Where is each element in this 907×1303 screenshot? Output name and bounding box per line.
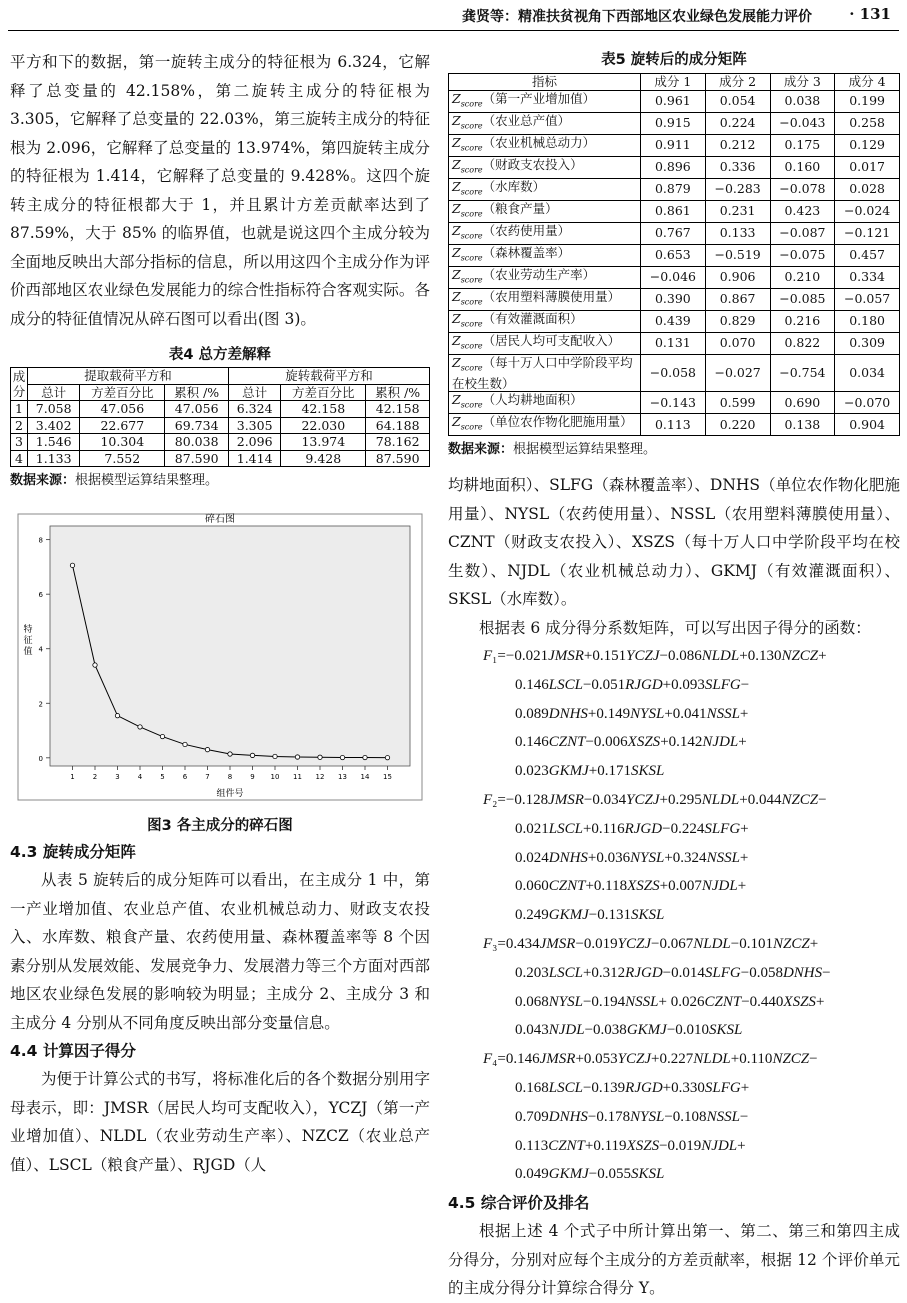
formula-continuation-line: 0.068NYSL−0.194NSSL+ 0.026CZNT−0.440XSZS+ <box>515 993 825 1010</box>
table5-value-cell: 0.390 <box>641 288 706 310</box>
table5-row <box>449 266 900 288</box>
table5-value-cell: 0.224 <box>705 112 770 134</box>
scree-point <box>115 713 119 717</box>
x-tick-label: 13 <box>338 773 347 781</box>
table4-component-cell: 1 <box>11 401 28 418</box>
table4-component-cell: 3 <box>11 434 28 451</box>
scree-point <box>250 753 254 757</box>
formula-head-line: F₄=0.146JMSR+0.053YCZJ+0.227NLDL+0.110NZCZ− <box>483 1051 818 1068</box>
table5-indicator-cell: $Z_{score}$（粮食产量） <box>449 200 641 222</box>
scree-point <box>205 747 209 751</box>
table4 <box>10 367 430 467</box>
table4-cell: 87.590 <box>165 450 229 467</box>
x-tick-label: 15 <box>383 773 392 781</box>
zscore-symbol: $Z_{score}$ <box>452 222 483 240</box>
formula-continuation-line: 0.023GKMJ+0.171SKSL <box>515 763 665 780</box>
table5-value-cell: 0.180 <box>835 310 900 332</box>
table5-value-cell: 0.175 <box>770 134 835 156</box>
x-tick-label: 9 <box>250 773 255 781</box>
table4-head-component: 成分 <box>11 368 28 401</box>
y-tick-label: 8 <box>38 536 43 545</box>
table5-value-cell: 0.070 <box>705 332 770 354</box>
table5-value-cell: 0.133 <box>705 222 770 244</box>
table5-note-text: 根据模型运算结果整理。 <box>513 442 657 457</box>
formula-continuation-line: 0.146CZNT−0.006XSZS+0.142NJDL+ <box>515 734 747 751</box>
formula-continuation-line: 0.168LSCL−0.139RJGD+0.330SLFG+ <box>515 1079 750 1096</box>
table4-component-cell: 2 <box>11 417 28 434</box>
x-tick-label: 6 <box>182 773 188 781</box>
table4-cell: 42.158 <box>281 401 366 418</box>
table5-value-cell: 0.336 <box>705 156 770 178</box>
table5-value-cell: −0.043 <box>770 112 835 134</box>
table5-value-cell: 0.423 <box>770 200 835 222</box>
table5-row <box>449 90 900 112</box>
table4-cell: 47.056 <box>165 401 229 418</box>
table5-indicator-cell: $Z_{score}$（农用塑料薄膜使用量） <box>449 288 641 310</box>
table5-value-cell: 0.199 <box>835 90 900 112</box>
table4-note <box>10 469 430 488</box>
formula-continuation-line: 0.060CZNT+0.118XSZS+0.007NJDL+ <box>515 878 747 895</box>
scree-point <box>385 755 389 759</box>
table5-value-cell: −0.121 <box>835 222 900 244</box>
section-4-4-heading: 4.4 计算因子得分 <box>10 1042 136 1060</box>
zscore-symbol: $Z_{score}$ <box>452 288 483 306</box>
table4-cell: 13.974 <box>281 434 366 451</box>
y-tick-label: 4 <box>38 645 43 654</box>
chart-title: 碎石图 <box>205 514 235 525</box>
table4-note-text: 根据模型运算结果整理。 <box>75 473 219 488</box>
table5-header-cell: 成分 3 <box>770 74 835 91</box>
zscore-symbol: $Z_{score}$ <box>452 354 483 372</box>
table5-value-cell: 0.220 <box>705 414 770 436</box>
table4-cell: 64.188 <box>366 417 430 434</box>
table4-row <box>11 401 430 418</box>
table5-value-cell: 0.439 <box>641 310 706 332</box>
table5-header-cell: 成分 4 <box>835 74 900 91</box>
table5-row <box>449 200 900 222</box>
x-tick-label: 1 <box>70 773 75 781</box>
scree-point <box>183 742 187 746</box>
zscore-symbol: $Z_{score}$ <box>452 332 483 350</box>
zscore-symbol: $Z_{score}$ <box>452 244 483 262</box>
zscore-symbol: $Z_{score}$ <box>452 90 483 108</box>
table5-row <box>449 222 900 244</box>
formula-continuation-line: 0.249GKMJ−0.131SKSL <box>515 907 665 924</box>
table5-value-cell: 0.034 <box>835 354 900 392</box>
table4-cell: 22.030 <box>281 417 366 434</box>
zscore-symbol: $Z_{score}$ <box>452 200 483 218</box>
table5-row <box>449 354 900 392</box>
zscore-symbol: $Z_{score}$ <box>452 310 483 328</box>
table5-value-cell: 0.212 <box>705 134 770 156</box>
x-tick-label: 4 <box>137 773 143 781</box>
right-column <box>448 48 900 1303</box>
table4-subheader: 方差百分比 <box>281 384 366 401</box>
zscore-symbol: $Z_{score}$ <box>452 178 483 196</box>
table4-cell: 78.162 <box>366 434 430 451</box>
table5-indicator-cell: $Z_{score}$（每十万人口中学阶段平均在校生数） <box>449 354 641 392</box>
scree-point <box>228 752 232 756</box>
table5-value-cell: 0.915 <box>641 112 706 134</box>
y-tick-label: 0 <box>38 754 43 763</box>
x-tick-label: 3 <box>115 773 120 781</box>
table5-value-cell: 0.879 <box>641 178 706 200</box>
y-tick-label: 6 <box>38 591 43 600</box>
paragraph-factor-score: 为便于计算公式的书写，将标准化后的各个数据分别用字母表示，即：JMSR（居民人均可支配收入），YCZJ（第一产业增加值）、NLDL（农业劳动生产率）、NZCZ（农业总产值）、LSCL（粮食产量）、RJGD（人 <box>10 1070 430 1174</box>
y-axis-label-char: 特 <box>23 625 33 635</box>
scree-point <box>340 755 344 759</box>
table5-value-cell: 0.904 <box>835 414 900 436</box>
table5-note <box>448 438 900 457</box>
table5-value-cell: −0.027 <box>705 354 770 392</box>
table4-subheader: 累积 /% <box>165 384 229 401</box>
formula-continuation-line: 0.024DNHS+0.036NYSL+0.324NSSL+ <box>515 849 749 866</box>
running-title: 龚贤等：精准扶贫视角下西部地区农业绿色发展能力评价 <box>462 9 812 25</box>
formula-continuation-line: 0.043NJDL−0.038GKMJ−0.010SKSL <box>515 1022 743 1039</box>
table4-cell: 42.158 <box>366 401 430 418</box>
table4-cell: 10.304 <box>80 434 165 451</box>
table5-value-cell: 0.867 <box>705 288 770 310</box>
table5-row <box>449 414 900 436</box>
table4-group1: 提取载荷平方和 <box>28 368 229 385</box>
table4-cell: 1.546 <box>28 434 80 451</box>
x-tick-label: 7 <box>205 773 210 781</box>
table5-value-cell: 0.767 <box>641 222 706 244</box>
table5-value-cell: −0.078 <box>770 178 835 200</box>
x-tick-label: 11 <box>293 773 302 781</box>
table5-note-label: 数据来源： <box>448 442 514 457</box>
table5-row <box>449 332 900 354</box>
table5-value-cell: 0.113 <box>641 414 706 436</box>
table4-cell: 1.414 <box>228 450 280 467</box>
table4-cell: 69.734 <box>165 417 229 434</box>
scree-point <box>160 734 164 738</box>
x-tick-label: 2 <box>92 773 98 781</box>
table5-caption: 表5 旋转后的成分矩阵 <box>601 52 747 68</box>
table5-value-cell: 0.457 <box>835 244 900 266</box>
table5-value-cell: −0.058 <box>641 354 706 392</box>
table5-value-cell: 0.038 <box>770 90 835 112</box>
factor-score-formulas <box>448 642 900 1189</box>
table5 <box>448 73 900 436</box>
scree-point <box>295 755 299 759</box>
table5-indicator-cell: $Z_{score}$（有效灌溉面积） <box>449 310 641 332</box>
table4-group2: 旋转载荷平方和 <box>228 368 429 385</box>
table5-value-cell: −0.143 <box>641 392 706 414</box>
table5-indicator-cell: $Z_{score}$（农业机械总动力） <box>449 134 641 156</box>
table5-value-cell: 0.210 <box>770 266 835 288</box>
table5-row <box>449 112 900 134</box>
table5-row <box>449 310 900 332</box>
table5-value-cell: 0.129 <box>835 134 900 156</box>
table5-header-cell: 成分 2 <box>705 74 770 91</box>
table5-value-cell: −0.085 <box>770 288 835 310</box>
x-tick-label: 5 <box>160 773 165 781</box>
table5-value-cell: 0.334 <box>835 266 900 288</box>
table5-row <box>449 244 900 266</box>
scree-plot-figure <box>10 506 430 835</box>
scree-point <box>318 755 322 759</box>
header-rule <box>8 30 899 31</box>
table5-value-cell: 0.216 <box>770 310 835 332</box>
table5-indicator-cell: $Z_{score}$（人均耕地面积） <box>449 392 641 414</box>
plot-area <box>50 526 410 766</box>
y-axis-label-char: 值 <box>23 647 33 657</box>
paragraph-score-function: 根据表 6 成分得分系数矩阵，可以写出因子得分的函数： <box>479 618 871 637</box>
paragraph-rotated-matrix: 从表 5 旋转后的成分矩阵可以看出，在主成分 1 中，第一产业增加值、农业总产值、农业机械总动力、财政支农投入、水库数、粮食产量、农药使用量、森林覆盖率等 8 个因素分别从发展效能、发展竞争力、发展潜力等三个方面对西部地区农业绿色发展的影响较为明显；主成分 2、主成分 3 和主成分 4 分别从不同角度反映出部分变量信息。 <box>10 871 430 1032</box>
table5-indicator-cell: $Z_{score}$（森林覆盖率） <box>449 244 641 266</box>
table5-value-cell: 0.690 <box>770 392 835 414</box>
table5-value-cell: 0.653 <box>641 244 706 266</box>
table5-value-cell: −0.754 <box>770 354 835 392</box>
zscore-symbol: $Z_{score}$ <box>452 414 483 432</box>
scree-point <box>93 663 97 667</box>
table5-value-cell: 0.258 <box>835 112 900 134</box>
table5-indicator-cell: $Z_{score}$（农业劳动生产率） <box>449 266 641 288</box>
formula-head-line: F₂=−0.128JMSR−0.034YCZJ+0.295NLDL+0.044NZCZ− <box>483 791 827 808</box>
table4-cell: 3.305 <box>228 417 280 434</box>
formula-continuation-line: 0.709DNHS−0.178NYSL−0.108NSSL− <box>515 1108 749 1125</box>
table5-value-cell: 0.028 <box>835 178 900 200</box>
table5-value-cell: 0.054 <box>705 90 770 112</box>
zscore-symbol: $Z_{score}$ <box>452 392 483 410</box>
table4-cell: 87.590 <box>366 450 430 467</box>
paragraph-comprehensive: 根据上述 4 个式子中所计算出第一、第二、第三和第四主成分得分，分别对应每个主成分的方差贡献率，根据 12 个评价单元的主成分得分计算综合得分 Y。 <box>448 1222 900 1298</box>
formula-head-line: F₁=−0.021JMSR+0.151YCZJ−0.086NLDL+0.130NZCZ+ <box>483 648 827 664</box>
x-tick-label: 10 <box>270 773 280 781</box>
table4-subheader: 累积 /% <box>366 384 430 401</box>
table4-cell: 2.096 <box>228 434 280 451</box>
table4-subheader: 总计 <box>28 384 80 401</box>
table4-component-cell: 4 <box>11 450 28 467</box>
formula-continuation-line: 0.021LSCL+0.116RJGD−0.224SLFG+ <box>515 820 749 837</box>
table4-row <box>11 434 430 451</box>
table5-value-cell: −0.046 <box>641 266 706 288</box>
table5-row <box>449 134 900 156</box>
table5-value-cell: −0.075 <box>770 244 835 266</box>
table5-row <box>449 156 900 178</box>
table5-value-cell: 0.961 <box>641 90 706 112</box>
table5-value-cell: 0.160 <box>770 156 835 178</box>
formula-head-line: F₃=0.434JMSR−0.019YCZJ−0.067NLDL−0.101NZCZ+ <box>483 935 819 952</box>
table4-cell: 3.402 <box>28 417 80 434</box>
formula-continuation-line: 0.146LSCL−0.051RJGD+0.093SLFG− <box>515 676 750 693</box>
table5-value-cell: 0.896 <box>641 156 706 178</box>
formula-continuation-line: 0.113CZNT+0.119XSZS−0.019NJDL+ <box>515 1137 746 1154</box>
table5-value-cell: 0.906 <box>705 266 770 288</box>
table5-value-cell: 0.829 <box>705 310 770 332</box>
table5-indicator-cell: $Z_{score}$（第一产业增加值） <box>449 90 641 112</box>
zscore-symbol: $Z_{score}$ <box>452 266 483 284</box>
table5-indicator-cell: $Z_{score}$（水库数） <box>449 178 641 200</box>
table5-value-cell: 0.911 <box>641 134 706 156</box>
page-number: · 131 <box>849 5 891 23</box>
y-tick-label: 2 <box>38 700 43 709</box>
running-header <box>0 0 907 28</box>
table4-subheader: 总计 <box>228 384 280 401</box>
table5-value-cell: 0.231 <box>705 200 770 222</box>
scree-plot <box>10 506 430 806</box>
table4-row <box>11 450 430 467</box>
table5-value-cell: −0.087 <box>770 222 835 244</box>
table5-indicator-cell: $Z_{score}$（财政支农投入） <box>449 156 641 178</box>
table4-cell: 22.677 <box>80 417 165 434</box>
table5-value-cell: −0.070 <box>835 392 900 414</box>
x-tick-label: 12 <box>315 773 325 781</box>
section-4-3-heading: 4.3 旋转成分矩阵 <box>10 843 136 861</box>
table5-indicator-cell: $Z_{score}$（农业总产值） <box>449 112 641 134</box>
table4-subheader: 方差百分比 <box>80 384 165 401</box>
table5-header-cell: 成分 1 <box>641 74 706 91</box>
figure3-caption: 图3 各主成分的碎石图 <box>147 818 293 834</box>
formula-continuation-line: 0.049GKMJ−0.055SKSL <box>515 1166 665 1183</box>
table5-value-cell: 0.017 <box>835 156 900 178</box>
table4-note-label: 数据来源： <box>10 473 76 488</box>
scree-point <box>363 755 367 759</box>
table4-row <box>11 417 430 434</box>
table5-value-cell: −0.283 <box>705 178 770 200</box>
x-tick-label: 8 <box>227 773 233 781</box>
table4-cell: 9.428 <box>281 450 366 467</box>
table5-indicator-cell: $Z_{score}$（农药使用量） <box>449 222 641 244</box>
table4-cell: 1.133 <box>28 450 80 467</box>
formula-continuation-line: 0.203LSCL+0.312RJGD−0.014SLFG−0.058DNHS− <box>515 964 831 981</box>
table5-value-cell: 0.309 <box>835 332 900 354</box>
zscore-symbol: $Z_{score}$ <box>452 156 483 174</box>
x-axis-label: 组件号 <box>216 789 244 799</box>
table5-value-cell: −0.057 <box>835 288 900 310</box>
table4-cell: 80.038 <box>165 434 229 451</box>
paragraph-eigen: 平方和下的数据，第一旋转主成分的特征根为 6.324，它解释了总变量的 42.158%，第二旋转主成分的特征根为 3.305，它解释了总变量的 22.03%，第三旋转主成分的特征根为 2.096，它解释了总变量的 13.974%，第四旋转主成分的特征根为 1.414，它解释了总变量的 9.428%。这四个旋转主成分的特征根都大于 1，并且累计方差贡献率达到了 87.59%，大于 85% 的临界值，也就是说这四个主成分较为全面地反映出大部分指标的信息，所以用这四个主成分作为评价西部地区农业绿色发展能力的综合性指标符合客观实际。各成分的特征值情况从碎石图可以看出(图 3)。 <box>10 53 430 328</box>
zscore-symbol: $Z_{score}$ <box>452 112 483 130</box>
left-column <box>10 48 430 1179</box>
table5-value-cell: 0.131 <box>641 332 706 354</box>
table4-cell: 47.056 <box>80 401 165 418</box>
table5-header-cell: 指标 <box>449 74 641 91</box>
table5-value-cell: 0.822 <box>770 332 835 354</box>
table5-row <box>449 178 900 200</box>
table5-value-cell: −0.024 <box>835 200 900 222</box>
table5-row <box>449 288 900 310</box>
table5-indicator-cell: $Z_{score}$（居民人均可支配收入） <box>449 332 641 354</box>
table5-value-cell: −0.519 <box>705 244 770 266</box>
table5-value-cell: 0.599 <box>705 392 770 414</box>
table5-row <box>449 392 900 414</box>
paragraph-variable-list: 均耕地面积）、SLFG（森林覆盖率）、DNHS（单位农作物化肥施用量）、NYSL（农药使用量）、NSSL（农用塑料薄膜使用量）、CZNT（财政支农投入）、XSZS（每十万人口中学阶段平均在校生数）、NJDL（农业机械总动力）、GKMJ（有效灌溉面积）、SKSL（水库数）。 <box>448 476 900 608</box>
table5-indicator-cell: $Z_{score}$（单位农作物化肥施用量） <box>449 414 641 436</box>
formula-continuation-line: 0.089DNHS+0.149NYSL+0.041NSSL+ <box>515 705 749 722</box>
table5-value-cell: 0.138 <box>770 414 835 436</box>
x-tick-label: 14 <box>360 773 370 781</box>
table4-cell: 7.058 <box>28 401 80 418</box>
table4-cell: 6.324 <box>228 401 280 418</box>
scree-point <box>273 754 277 758</box>
scree-point <box>70 563 74 567</box>
table4-cell: 7.552 <box>80 450 165 467</box>
scree-point <box>138 725 142 729</box>
table4-caption: 表4 总方差解释 <box>168 347 272 363</box>
section-4-5-heading: 4.5 综合评价及排名 <box>448 1194 590 1213</box>
table5-value-cell: 0.861 <box>641 200 706 222</box>
y-axis-label-char: 征 <box>23 636 33 646</box>
zscore-symbol: $Z_{score}$ <box>452 134 483 152</box>
